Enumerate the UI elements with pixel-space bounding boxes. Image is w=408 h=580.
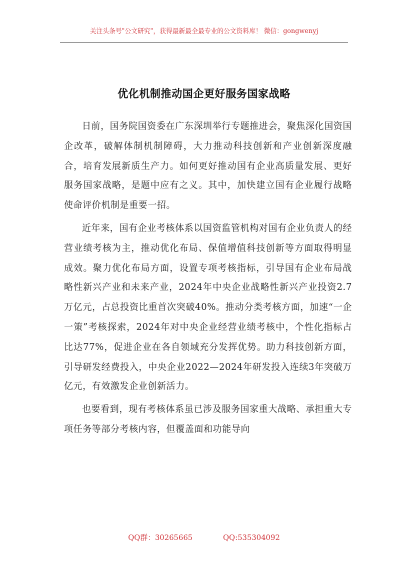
footer-qq-number: QQ:535304092 [222, 533, 280, 542]
paragraph-1: 日前，国务院国资委在广东深圳举行专题推进会，聚焦深化国资国企改革，破解体制机制障碍，大力推动科技创新和产业创新深度融合，培育发展新质生产力。如何更好推动国有企业高质量发展、更好服务国家战略，是题中应有之义。其中，加快建立国有企业履行战略使命评价机制是重要一招。 [64, 122, 352, 212]
paragraph-2: 近年来，国有企业考核体系以国资监管机构对国有企业负责人的经营业绩考核为主，推动优化布局、保值增值科技创新等方面取得明显成效。聚力优化布局方面，设置专项考核指标，引导国有企业布局战略性新兴产业和未来产业，2024年中央企业战略性新兴产业投资2.7万亿元，占总投资比重首次突破40%。推动分类考核方面，加速“一企一策”考核探索，2024年对中央企业经营业绩考核中，个性化指标占比达77%，促进企业在各自领域充分发挥优势。助力科技创新方面，引导研发经费投入，中央企业2022—2024年研发投入连续3年突破万亿元，有效激发企业创新活力。 [64, 223, 352, 393]
footer-qq-group: QQ群：30265665 [128, 533, 193, 542]
document-title: 优化机制推动国企更好服务国家战略 [117, 88, 291, 100]
document-body [64, 118, 352, 441]
footer-contact [0, 532, 408, 543]
header-banner: 关注头条号"公文研究"，获得最新最全最专业的公文资料库！ 微信：gongwenyj [89, 27, 319, 35]
header-divider [60, 42, 348, 43]
paragraph-3: 也要看到，现有考核体系虽已涉及服务国家重大战略、承担重大专项任务等部分考核内容，但覆盖面和功能导向 [64, 405, 352, 435]
